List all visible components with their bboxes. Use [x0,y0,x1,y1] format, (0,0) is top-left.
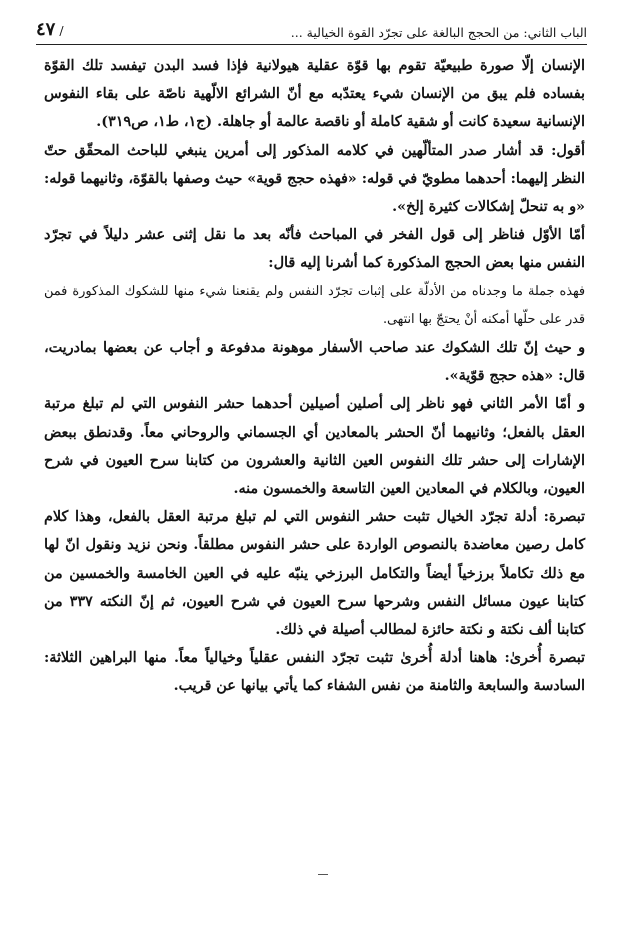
page-number: ٤٧ [36,19,56,40]
paragraph-first-matter: أمّا الأوّل فناظر إلى قول الفخر في المباحث فأنّه بعد ما نقل إثنى عشر دليلاً في تجرّد النفس منها بعض الحجج المذكورة كما أشرنا إليه قال: [44,227,585,272]
header-page-number-group [36,19,64,40]
paragraph-second-matter: و أمّا الأمر الثاني فهو ناظر إلى أصلين أصيلين أحدهما حشر النفوس التي لم تبلغ مرتبة العقل بالفعل؛ وثانيهما أنّ الحشر بالمعادين أي الجسماني والروحاني معاً. وقدنطق ببعض الإشارات إلى حشر تلك النفوس العين الثانية والعشرون من كتابنا سرح العيون في شرح العيون، وبالكلام في المعادين العين التاسعة والخمسون منه. [44,396,585,498]
paragraph-fakhr-quote: فهذه جملة ما وجدناه من الأدلّة على إثبات تجرّد النفس ولم يقنعنا شيء منها للشكوك المذكورة فمن قدر على حلّها أمكنه أنْ يحتجّ بها انتهى. [44,283,585,327]
paragraph-continued-quote: الإنسان إلّا صورة طبيعيّة تقوم بها قوّة عقلية هيولانية فإذا فسد البدن تيفسد تلك القوّة بفساده فلم يبق من الإنسان شيء يعتدّبه مع أنّ الشرائع الالّهية ناصّة على بقاء النفوس الإنسانية سعيدة كانت أو شقية كاملة أو ناقصة عالمة أو جاهلة. (ج١، ط١، ص٣١٩). [44,58,585,131]
paragraph-insight-1: تبصرة: أدلة تجرّد الخيال تثبت حشر النفوس التي لم تبلغ مرتبة العقل بالفعل، وهذا كلام كامل رصين معاضدة بالنصوص الواردة على حشر النفوس مطلقاً. ونحن نزيد ونقول انّ لها مع ذلك تكاملاً برزخياً أيضاً والتكامل البرزخي ينبّه عليه في العين الخامسة والخمسين من كتابنا عيون مسائل النفس وشرحها سرح العيون في شرح العيون، ثم إنّ النكته ٣٣٧ من كتابنا ألف نكتة و نكتة حائزة لمطالب أصيلة في ذلك. [44,509,585,639]
end-dash [318,874,328,875]
paragraph-insight-2: تبصرة أُخرىٰ: هاهنا أدلة أُخرىٰ تثبت تجرّد النفس عقلياً وخيالياً معاً. منها البراهين الثلاثة: السادسة والسابعة والثامنة من نفس الشفاء كما يأتي بيانها عن قريب. [44,650,585,695]
paragraph-aqul: أقول: قد أشار صدر المتألّهين في كلامه المذكور إلى أمرين ينبغي للباحث المحقّق حتّ النظر إليهما: أحدهما مطويّ في قوله: «فهذه حجج قوية» حيث وصفها بالقوّة، وثانيهما قوله: «و به تنحلّ إشكالات كثيرة إلخ». [44,142,585,216]
header-separator: / [59,23,64,38]
running-title: الباب الثاني: من الحجج البالغة على تجرّد القوة الخيالية ... [290,25,587,40]
paragraph-doubts: و حيث إنّ تلك الشكوك عند صاحب الأسفار موهونة مدفوعة و أجاب عن بعضها بمادريت، قال: «هذه حجج قوّية». [44,340,585,385]
page-body [44,52,585,701]
running-header [36,14,587,45]
